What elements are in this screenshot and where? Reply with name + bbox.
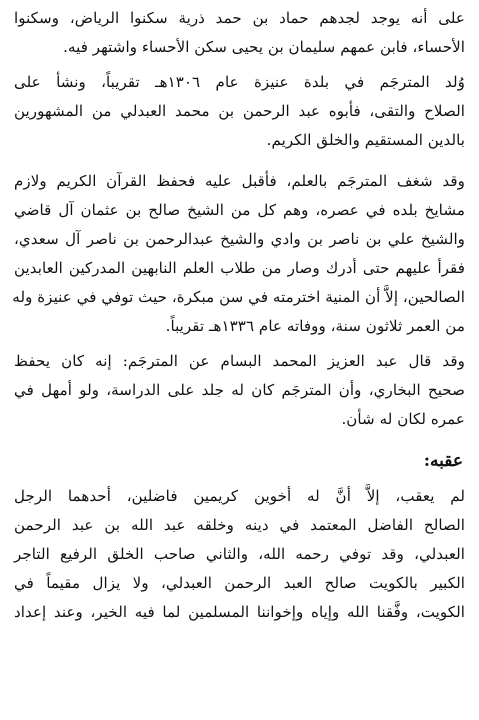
text-line: فقرأ عليهم حتى أدرك وصار من طلاب العلم النابهين المدركين العابدين bbox=[14, 259, 465, 277]
text-line: وقد شغف المترجَم بالعلم، فأقبل عليه فحفظ القرآن الكريم ولازم bbox=[14, 172, 465, 190]
text-line: الصلاح والتقى، فأبوه عبد الرحمن بن محمد العبدلي من المشهورين bbox=[14, 102, 465, 120]
paragraph-spacer bbox=[14, 155, 465, 167]
text-line: صحيح البخاري، وأن المترجَم كان له جلد على الدراسة، ولو أمهل في bbox=[14, 381, 465, 399]
text-line: وقد قال عبد العزيز المحمد البسام عن المترجَم: إنه كان يحفظ bbox=[14, 352, 465, 370]
text-line: الصالح الفاضل المعتمد في دينه وخلقه عبد الله بن عبد الرحمن bbox=[14, 516, 465, 534]
text-line: بالدين المستقيم والخلق الكريم. bbox=[266, 131, 465, 149]
section-heading-offspring: عقبه: bbox=[423, 451, 463, 471]
paragraph-birth bbox=[14, 68, 465, 155]
text-line: عمره لكان له شأن. bbox=[341, 410, 465, 428]
text-line: الأحساء، فابن عمهم سليمان بن يحيى سكن الأحساء واشتهر فيه. bbox=[63, 38, 465, 56]
text-line: العبدلي، وقد توفي رحمه الله، والثاني صاحب الخلق الرفيع التاجر bbox=[14, 545, 465, 563]
text-line: الصالحين، إلاَّ أن المنية اخترمته في سن مبكرة، حيث توفي في عنيزة وله bbox=[12, 288, 465, 306]
text-line: والشيخ علي بن ناصر بن وادي والشيخ عبدالرحمن بن ناصر آل سعدي، bbox=[14, 230, 465, 248]
paragraph-spacer bbox=[14, 434, 465, 446]
text-line: مشايخ بلده في عصره، وهم كل من الشيخ صالح بن عثمان آل قاضي bbox=[14, 201, 465, 219]
text-line: من العمر ثلاثون سنة، ووفاته عام ١٣٣٦هـ تقريباً. bbox=[165, 317, 465, 335]
text-line: الكبير بالكويت صالح العبد الرحمن العبدلي، ولا يزال مقيماً في bbox=[14, 574, 465, 592]
paragraph-education bbox=[14, 167, 465, 341]
text-line: وُلد المترجَم في بلدة عنيزة عام ١٣٠٦هـ تقريباً، ونشأ على bbox=[14, 73, 465, 91]
text-line: الكويت، وفَّقنا الله وإياه وإخواننا المسلمين لما فيه الخير، وعند إعداد bbox=[14, 603, 465, 621]
text-line: على أنه يوجد لجدهم حماد بن حمد ذرية سكنوا الرياض، وسكنوا bbox=[14, 9, 465, 27]
text-line: لم يعقب، إلاَّ أنَّ له أخوين كريمين فاضلين، أحدهما الرجل bbox=[14, 487, 465, 505]
paragraph-lineage bbox=[14, 4, 465, 62]
paragraph-offspring bbox=[14, 482, 465, 627]
paragraph-quote bbox=[14, 347, 465, 434]
